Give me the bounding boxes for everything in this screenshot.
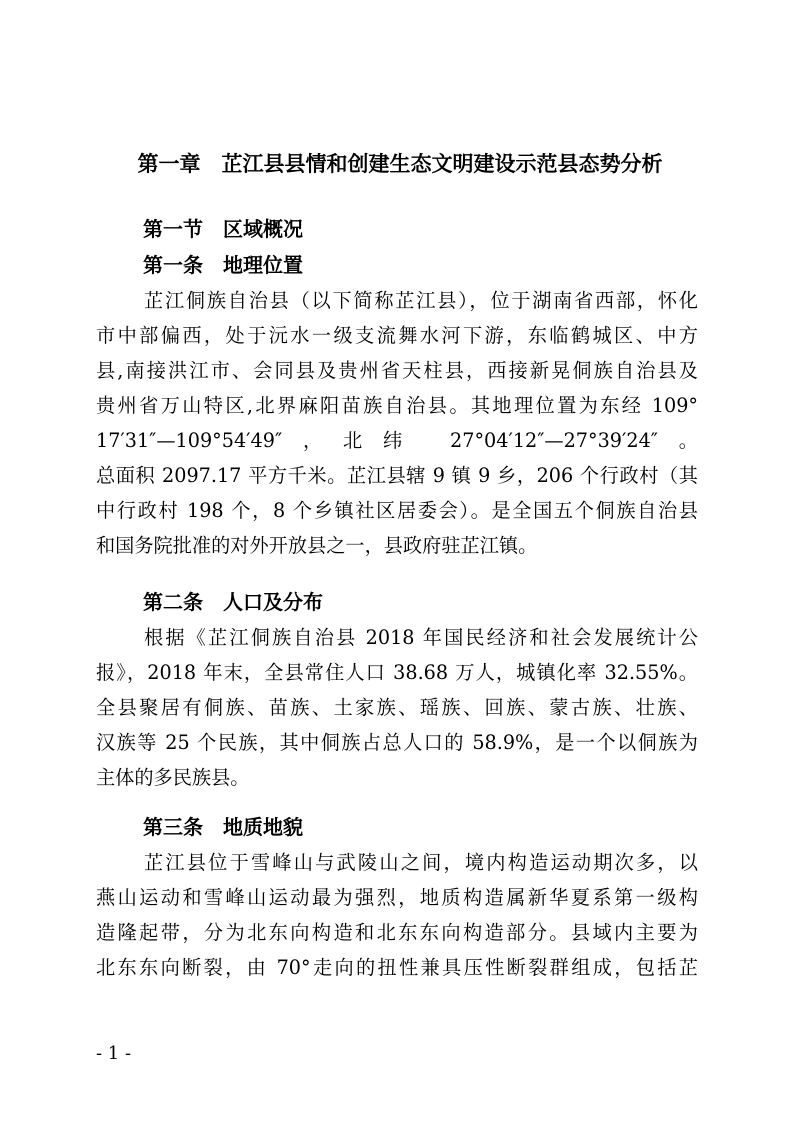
paragraph-line: 主体的多民族县。 <box>96 766 250 789</box>
paragraph-line: 根据《芷江侗族自治县 2018 年国民经济和社会发展统计公 <box>144 626 698 649</box>
article-body-geography <box>96 283 698 563</box>
paragraph-line: 芷江侗族自治县（以下简称芷江县），位于湖南省西部，怀化 <box>144 289 698 312</box>
paragraph-line: 汉族等 25 个民族，其中侗族占总人口的 58.9%，是一个以侗族为 <box>96 731 698 754</box>
page-number: - 1 - <box>96 1043 132 1064</box>
article-body-population <box>96 620 698 795</box>
paragraph-line: 县,南接洪江市、会同县及贵州省天柱县，西接新晃侗族自治县及 <box>96 359 698 382</box>
paragraph-line: 市中部偏西，处于沅水一级支流舞水河下游，东临鹤城区、中方 <box>96 324 698 347</box>
article-heading-population: 第二条 人口及分布 <box>143 590 323 614</box>
article-heading-geology: 第三条 地质地貌 <box>143 815 303 839</box>
section-heading: 第一节 区域概况 <box>143 217 303 241</box>
paragraph-line: 总面积 2097.17 平方千米。芷江县辖 9 镇 9 乡，206 个行政村（其 <box>96 464 698 487</box>
paragraph-line: 报》，2018 年末，全县常住人口 38.68 万人，城镇化率 32.55%。 <box>96 661 698 684</box>
paragraph-line: 造隆起带，分为北东向构造和北东东向构造部分。县域内主要为 <box>96 921 698 944</box>
paragraph-line: 和国务院批准的对外开放县之一，县政府驻芷江镇。 <box>96 534 538 557</box>
paragraph-line: 全县聚居有侗族、苗族、土家族、瑶族、回族、蒙古族、壮族、 <box>96 696 698 719</box>
article-heading-geography: 第一条 地理位置 <box>143 253 303 277</box>
chapter-title: 第一章 芷江县县情和创建生态文明建设示范县态势分析 <box>137 152 663 176</box>
article-body-geology <box>96 845 698 985</box>
paragraph-line: 北东东向断裂，由 70°走向的扭性兼具压性断裂群组成，包括芷 <box>96 956 698 979</box>
paragraph-line: 中行政村 198 个，8 个乡镇社区居委会）。是全国五个侗族自治县 <box>96 499 698 522</box>
paragraph-line: 燕山运动和雪峰山运动最为强烈，地质构造属新华夏系第一级构 <box>96 886 698 909</box>
paragraph-line: 贵州省万山特区,北界麻阳苗族自治县。其地理位置为东经 109° <box>96 394 698 417</box>
paragraph-line: 芷江县位于雪峰山与武陵山之间，境内构造运动期次多，以 <box>144 851 698 874</box>
paragraph-line: 17′31″—109°54′49″，北纬 27°04′12″—27°39′24″。 <box>96 429 698 452</box>
